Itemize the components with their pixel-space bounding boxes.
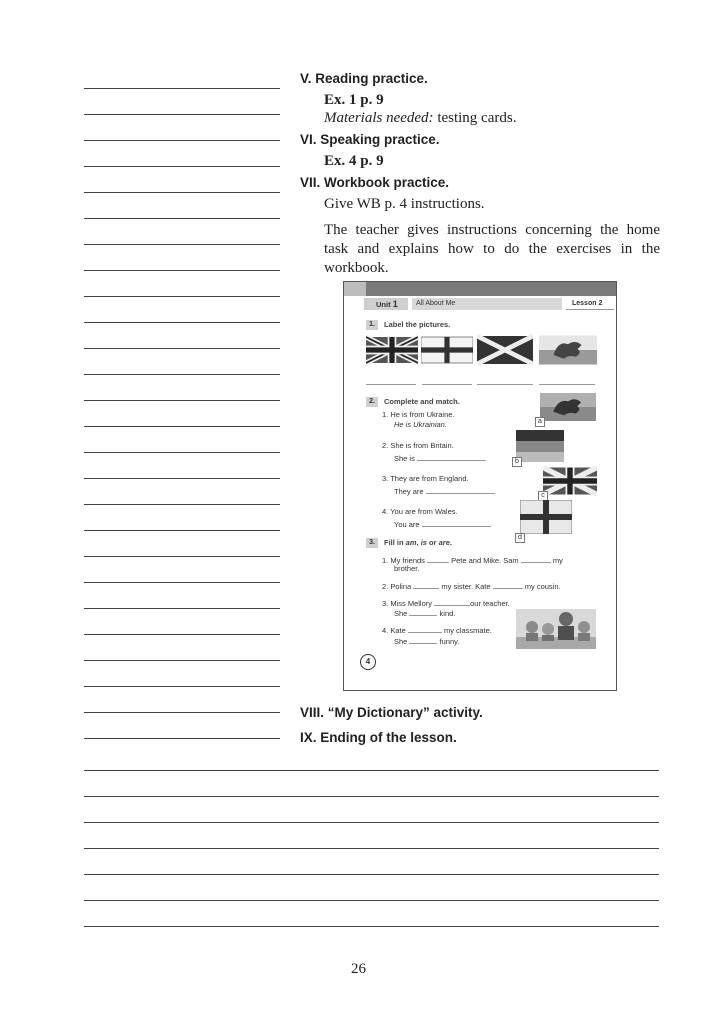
ex3-item-3-cont: She kind. xyxy=(394,609,456,618)
answer-line xyxy=(539,384,595,385)
match-tag-b: b xyxy=(512,457,522,467)
note-line xyxy=(84,140,280,141)
note-line xyxy=(84,218,280,219)
classroom-photo xyxy=(516,609,596,649)
materials-line xyxy=(324,110,516,127)
unit-topic: All About Me xyxy=(412,298,562,310)
workbook-page-image xyxy=(343,281,617,691)
note-line-full xyxy=(84,770,659,771)
note-line xyxy=(84,504,280,505)
note-line xyxy=(84,114,280,115)
note-line-full xyxy=(84,874,659,875)
ex3-item-4: 4. Kate my classmate. xyxy=(382,626,492,635)
note-line xyxy=(84,738,280,739)
note-line xyxy=(84,322,280,323)
ex2-item-3-answer: They are . xyxy=(394,487,496,496)
match-tag-a: a xyxy=(535,417,545,427)
note-line xyxy=(84,452,280,453)
ex3-item-1: 1. My friends Pete and Mike. Sam my xyxy=(382,556,563,565)
exercise-3-number: 3. xyxy=(366,538,378,548)
wales-flag xyxy=(539,334,597,366)
note-line xyxy=(84,400,280,401)
note-line xyxy=(84,660,280,661)
workbook-page-number: 4 xyxy=(360,654,376,670)
section-heading-speaking: VI. Speaking practice. xyxy=(300,132,440,147)
note-line xyxy=(84,478,280,479)
note-line xyxy=(84,296,280,297)
wales-flag-small xyxy=(540,392,596,422)
speaking-exercise: Ex. 4 p. 9 xyxy=(324,153,384,169)
answer-line xyxy=(366,384,416,385)
materials-label: Materials needed: xyxy=(324,110,434,126)
reading-exercise: Ex. 1 p. 9 xyxy=(324,92,384,108)
workbook-top-bar xyxy=(344,282,616,296)
ex2-item-4: 4. You are from Wales. xyxy=(382,507,458,516)
answer-line xyxy=(477,384,533,385)
ex3-item-3: 3. Miss Mellory our teacher. xyxy=(382,599,510,608)
ex2-item-1: 1. He is from Ukraine. xyxy=(382,410,455,419)
ex2-item-3: 3. They are from England. xyxy=(382,474,469,483)
exercise-3-title: Fill in am, is or are. xyxy=(384,538,452,547)
ex2-item-1-answer: He is Ukrainian. xyxy=(394,420,447,429)
england-flag xyxy=(421,334,473,366)
match-tag-c: c xyxy=(538,491,548,501)
note-line xyxy=(84,426,280,427)
union-jack-flag-small xyxy=(543,466,597,496)
note-line-full xyxy=(84,822,659,823)
match-tag-d: d xyxy=(515,533,525,543)
ex3-item-1-cont: brother. xyxy=(394,564,420,573)
note-line xyxy=(84,270,280,271)
note-line-full xyxy=(84,796,659,797)
section-heading-reading: V. Reading practice. xyxy=(300,71,428,86)
note-line xyxy=(84,88,280,89)
note-line xyxy=(84,244,280,245)
note-line xyxy=(84,608,280,609)
note-line-full xyxy=(84,848,659,849)
note-line xyxy=(84,192,280,193)
note-line xyxy=(84,582,280,583)
section-heading-workbook: VII. Workbook practice. xyxy=(300,175,450,190)
ex3-item-4-cont: She funny. xyxy=(394,637,460,646)
section-heading-dictionary: VIII. “My Dictionary” activity. xyxy=(300,705,483,720)
note-line xyxy=(84,556,280,557)
note-line xyxy=(84,374,280,375)
answer-line xyxy=(422,384,472,385)
note-line-full xyxy=(84,926,659,927)
note-line xyxy=(84,348,280,349)
workbook-paragraph: The teacher gives instructions concerning the home task and explains how to do the exercises in the workbook. xyxy=(324,222,660,276)
workbook-header xyxy=(364,298,604,310)
ex2-item-4-answer: You are . xyxy=(394,520,492,529)
section-heading-ending: IX. Ending of the lesson. xyxy=(300,730,457,745)
note-line xyxy=(84,712,280,713)
exercise-1-title: Label the pictures. xyxy=(384,320,451,329)
unit-label: Unit 1 xyxy=(364,298,408,310)
ex2-item-2-answer: She is . xyxy=(394,454,488,463)
ex3-item-2: 2. Polina my sister. Kate my cousin. xyxy=(382,582,561,591)
note-line xyxy=(84,686,280,687)
exercise-2-title: Complete and match. xyxy=(384,397,460,406)
exercise-2-number: 2. xyxy=(366,397,378,407)
scotland-flag xyxy=(477,334,533,366)
ex2-item-2: 2. She is from Britain. xyxy=(382,441,454,450)
england-flag-small xyxy=(520,500,572,534)
exercise-1-number: 1. xyxy=(366,320,378,330)
union-jack-flag xyxy=(366,334,418,366)
note-line xyxy=(84,166,280,167)
german-flag xyxy=(516,430,564,462)
materials-value: testing cards. xyxy=(433,110,517,126)
workbook-instruction: Give WB p. 4 instructions. xyxy=(324,196,485,212)
note-line xyxy=(84,634,280,635)
note-line xyxy=(84,530,280,531)
page-number: 26 xyxy=(351,961,366,977)
lesson-label: Lesson 2 xyxy=(566,298,614,310)
note-line-full xyxy=(84,900,659,901)
